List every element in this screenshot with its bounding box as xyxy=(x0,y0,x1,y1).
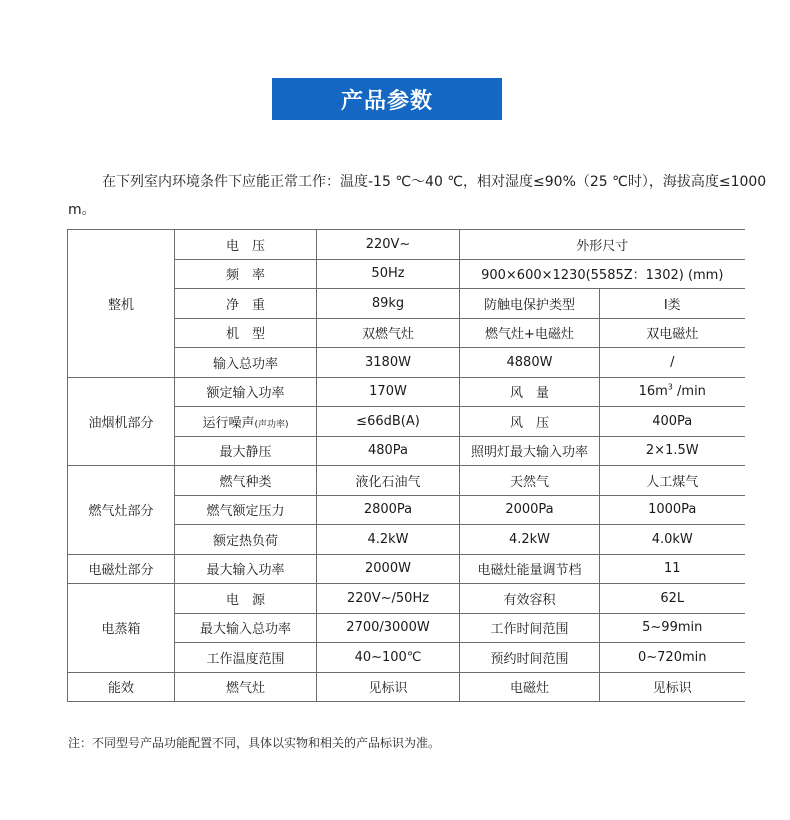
spec-extra-label: 照明灯最大输入功率 xyxy=(460,436,600,466)
spec-extra-value: 1000Pa xyxy=(600,495,745,525)
table-row xyxy=(68,230,745,260)
spec-value: 见标识 xyxy=(317,672,460,702)
spec-label: 电 压 xyxy=(175,230,317,260)
table-row xyxy=(68,466,745,496)
spec-value: 220V~/50Hz xyxy=(317,584,460,614)
spec-value: 40~100℃ xyxy=(317,643,460,673)
spec-value: 4.2kW xyxy=(317,525,460,555)
spec-extra-label: 预约时间范围 xyxy=(460,643,600,673)
spec-label: 最大输入功率 xyxy=(175,554,317,584)
spec-label: 机 型 xyxy=(175,318,317,348)
spec-value: 170W xyxy=(317,377,460,407)
spec-extra-label: 风 压 xyxy=(460,407,600,437)
spec-extra-value: 11 xyxy=(600,554,745,584)
spec-extra: 外形尺寸 xyxy=(460,230,745,260)
spec-extra-value: 双电磁灶 xyxy=(600,318,745,348)
spec-extra-value: 400Pa xyxy=(600,407,745,437)
spec-extra-value: 0~720min xyxy=(600,643,745,673)
spec-extra-label: 天然气 xyxy=(460,466,600,496)
spec-extra-value xyxy=(600,377,745,407)
footnote: 注：不同型号产品功能配置不同，具体以实物和相关的产品标识为准。 xyxy=(68,736,441,750)
spec-extra-label: 电磁灶 xyxy=(460,672,600,702)
spec-extra: 900×600×1230(5585Z：1302) (mm) xyxy=(460,259,745,289)
spec-extra-label: 有效容积 xyxy=(460,584,600,614)
noise-label: 运行噪声 xyxy=(202,415,255,431)
superscript: 3 xyxy=(667,382,673,392)
spec-label: 电 源 xyxy=(175,584,317,614)
group-label-main: 整机 xyxy=(68,230,175,378)
spec-value: 双燃气灶 xyxy=(317,318,460,348)
spec-value: 220V~ xyxy=(317,230,460,260)
spec-extra-value: / xyxy=(600,348,745,378)
spec-label: 燃气灶 xyxy=(175,672,317,702)
spec-extra-label: 4880W xyxy=(460,348,600,378)
group-label-hood: 油烟机部分 xyxy=(68,377,175,466)
spec-label: 净 重 xyxy=(175,289,317,319)
spec-extra-value: 人工煤气 xyxy=(600,466,745,496)
spec-label: 额定热负荷 xyxy=(175,525,317,555)
spec-extra-value: 5~99min xyxy=(600,613,745,643)
spec-extra-label: 2000Pa xyxy=(460,495,600,525)
spec-value: 89kg xyxy=(317,289,460,319)
air-volume-unit: /min xyxy=(672,384,706,400)
noise-label-note: (声功率) xyxy=(254,419,289,430)
group-label-efficiency: 能效 xyxy=(68,672,175,702)
spec-label: 燃气额定压力 xyxy=(175,495,317,525)
spec-extra-label: 电磁灶能量调节档 xyxy=(460,554,600,584)
spec-label: 输入总功率 xyxy=(175,348,317,378)
spec-extra-value: 见标识 xyxy=(600,672,745,702)
spec-value: 2700/3000W xyxy=(317,613,460,643)
spec-label: 工作温度范围 xyxy=(175,643,317,673)
intro-paragraph: 在下列室内环境条件下应能正常工作：温度-15 ℃～40 ℃，相对湿度≤90%（25 ℃时），海拔高度≤1000 m。 xyxy=(68,174,767,218)
table-row xyxy=(68,554,745,584)
spec-value: 液化石油气 xyxy=(317,466,460,496)
group-label-gas: 燃气灶部分 xyxy=(68,466,175,555)
spec-label xyxy=(175,407,317,437)
spec-extra-value: 62L xyxy=(600,584,745,614)
spec-value: 2000W xyxy=(317,554,460,584)
spec-value: ≤66dB(A) xyxy=(317,407,460,437)
spec-label: 最大静压 xyxy=(175,436,317,466)
spec-value: 50Hz xyxy=(317,259,460,289)
spec-value: 3180W xyxy=(317,348,460,378)
spec-value: 480Pa xyxy=(317,436,460,466)
spec-label: 频 率 xyxy=(175,259,317,289)
group-label-induction: 电磁灶部分 xyxy=(68,554,175,584)
table-row xyxy=(68,584,745,614)
spec-table xyxy=(67,229,745,702)
page-title: 产品参数 xyxy=(272,78,502,120)
spec-extra-label: 风 量 xyxy=(460,377,600,407)
spec-label: 燃气种类 xyxy=(175,466,317,496)
spec-label: 最大输入总功率 xyxy=(175,613,317,643)
group-label-steamer: 电蒸箱 xyxy=(68,584,175,673)
spec-extra-value: 2×1.5W xyxy=(600,436,745,466)
spec-extra-value: 4.0kW xyxy=(600,525,745,555)
spec-extra-label: 4.2kW xyxy=(460,525,600,555)
spec-label: 额定输入功率 xyxy=(175,377,317,407)
spec-extra-label: 防触电保护类型 xyxy=(460,289,600,319)
spec-value: 2800Pa xyxy=(317,495,460,525)
spec-extra-label: 工作时间范围 xyxy=(460,613,600,643)
table-row xyxy=(68,672,745,702)
table-row xyxy=(68,377,745,407)
air-volume-value: 16m xyxy=(638,384,668,400)
spec-extra-label: 燃气灶+电磁灶 xyxy=(460,318,600,348)
spec-extra-value: Ⅰ类 xyxy=(600,289,745,319)
